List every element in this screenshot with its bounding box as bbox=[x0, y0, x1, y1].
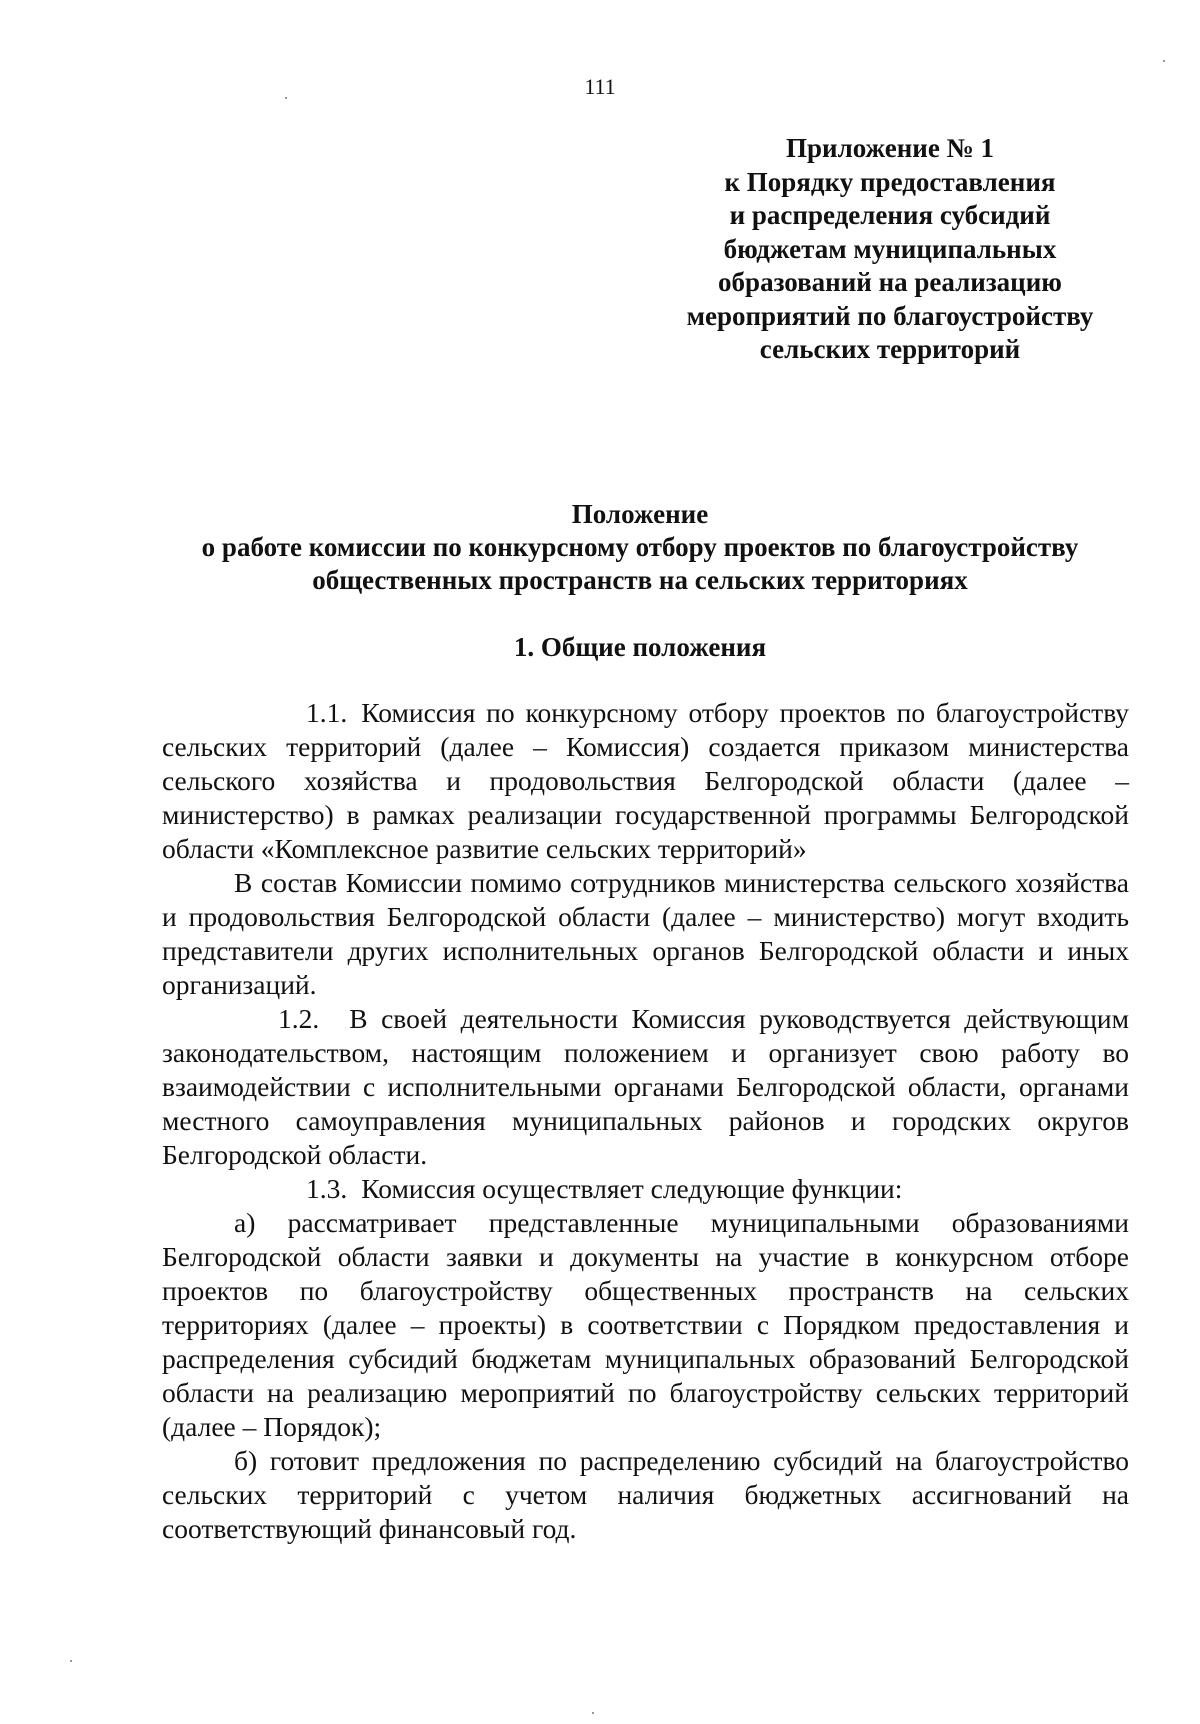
appendix-line: бюджетам муниципальных bbox=[723, 233, 1057, 264]
appendix-line: и распределения субсидий bbox=[729, 200, 1051, 230]
scan-speck bbox=[1163, 60, 1165, 62]
paragraph-1-2 bbox=[162, 1002, 1129, 1172]
paragraph-1-1 bbox=[162, 696, 1129, 866]
scan-speck bbox=[592, 1712, 594, 1714]
title-line: Положение bbox=[571, 499, 709, 529]
appendix-line: к Порядку предоставления bbox=[724, 166, 1056, 197]
appendix-line: Приложение № 1 bbox=[786, 133, 994, 163]
appendix-line: мероприятий по благоустройству bbox=[686, 300, 1094, 331]
title-line: общественных пространств на сельских территориях bbox=[312, 565, 968, 595]
paragraph-1-3 bbox=[162, 1172, 1129, 1206]
appendix-header bbox=[660, 132, 1120, 367]
clause-number: 1.2. bbox=[278, 1003, 320, 1034]
paragraph-text: Комиссия по конкурсному отбору проектов по благоустройству сельских территорий (далее – Комиссия) создается приказом министерства сельского хозяйства и продовольствия Белгородской области (далее – министерство) в рамках реализации государственной программы Белгородской области «Комплексное развитие сельских территорий» bbox=[162, 697, 1129, 864]
title-line: о работе комиссии по конкурсному отбору проектов по благоустройству bbox=[201, 532, 1079, 562]
page-number: 111 bbox=[584, 74, 616, 99]
document-title bbox=[140, 498, 1140, 597]
clause-number: 1.3. bbox=[306, 1173, 348, 1204]
appendix-line: образований на реализацию bbox=[718, 267, 1062, 297]
appendix-line: сельских территорий bbox=[759, 334, 1021, 364]
paragraph-item-b: б) готовит предложения по распределению субсидий на благоустройство сельских территорий с учетом наличия бюджетных ассигнований на соответствующий финансовый год. bbox=[162, 1445, 1129, 1544]
scan-speck bbox=[70, 1660, 72, 1662]
document-body bbox=[162, 696, 1129, 1546]
paragraph-text: Комиссия осуществляет следующие функции: bbox=[361, 1173, 903, 1204]
paragraph-item-a: а) рассматривает представленные муниципальными образованиями Белгородской области заявки и документы на участие в конкурсном отборе проектов по благоустройству общественных пространств на сельских территориях (далее – проекты) в соответствии с Порядком предоставления и распределения субсидий бюджетам муниципальных образований Белгородской области на реализацию мероприятий по благоустройству сельских территорий (далее – Порядок); bbox=[162, 1207, 1129, 1442]
paragraph-text: В своей деятельности Комиссия руководствуется действующим законодательством, настоящим положением и организует свою работу во взаимодействии с исполнительными органами Белгородской области, органами местного самоуправления муниципальных районов и городских округов Белгородской области. bbox=[162, 1003, 1129, 1170]
clause-number: 1.1. bbox=[306, 697, 348, 728]
scan-speck bbox=[285, 97, 287, 99]
section-heading: 1. Общие положения bbox=[513, 632, 767, 662]
paragraph-composition: В состав Комиссии помимо сотрудников министерства сельского хозяйства и продовольствия Белгородской области (далее – министерство) могут входить представители других исполнительных органов Белгородской области и иных организаций. bbox=[162, 867, 1129, 1000]
